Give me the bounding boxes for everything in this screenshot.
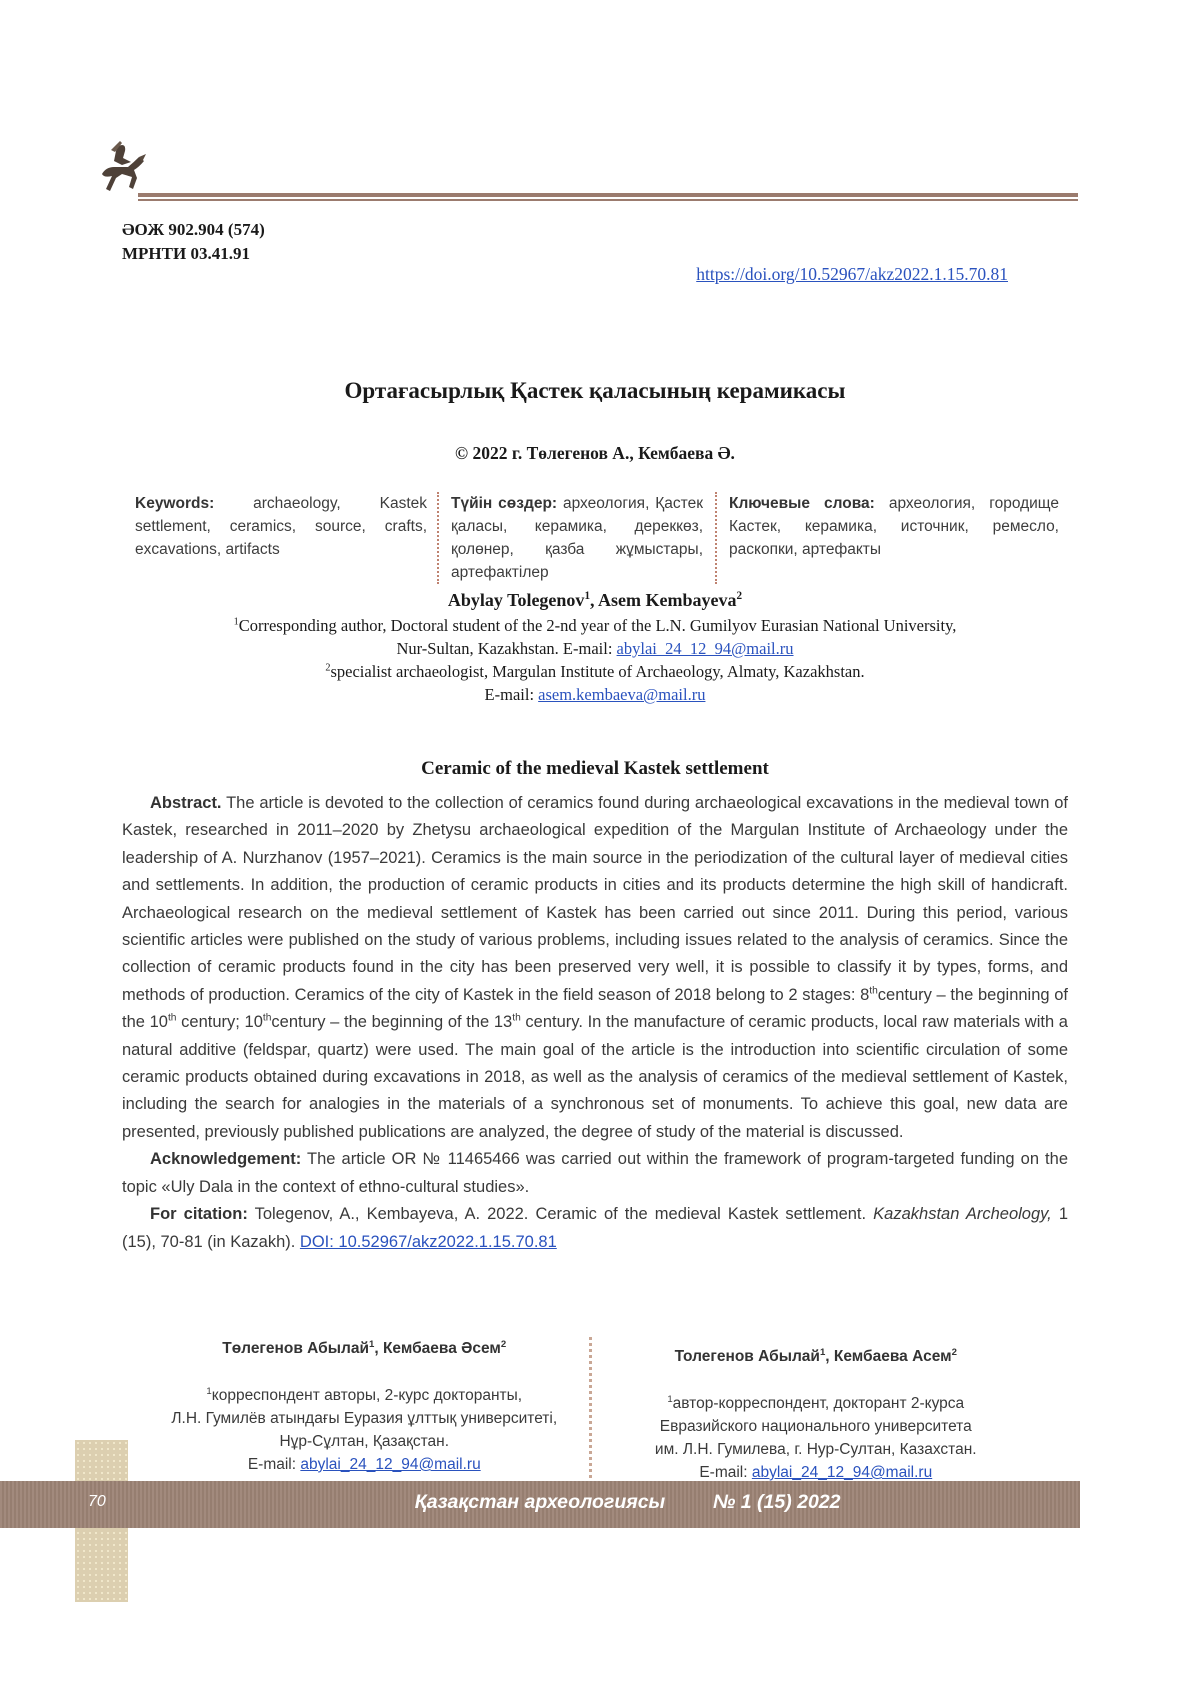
kk-author2-sup: 2 bbox=[500, 1338, 507, 1350]
kk-author2: , Кембаева Әсем bbox=[374, 1340, 501, 1357]
author2-sup: 2 bbox=[736, 590, 743, 602]
aff2-text: Nur-Sultan, Kazakhstan. E-mail: bbox=[396, 639, 617, 658]
journal-title: Қазақстан археологиясы bbox=[414, 1491, 666, 1513]
author1-sup: 1 bbox=[584, 590, 591, 602]
aff1-text: Corresponding author, Doctoral student of the 2-nd year of the L.N. Gumilyov Eurasian National University, bbox=[238, 616, 957, 635]
ru-author1-sup: 1 bbox=[819, 1346, 826, 1358]
ru-aff-line-2: Евразийского национального университета bbox=[659, 1418, 972, 1435]
abstract-section bbox=[122, 790, 1068, 1256]
aff3-text: specialist archaeologist, Margulan Institute of Archaeology, Almaty, Kazakhstan. bbox=[330, 662, 865, 681]
header-divider bbox=[138, 193, 1078, 201]
authors-block-en bbox=[122, 590, 1068, 706]
mrnti-code: МРНТИ 03.41.91 bbox=[122, 244, 250, 263]
ru-email-link[interactable]: abylai_24_12_94@mail.ru bbox=[751, 1464, 933, 1481]
ru-author1: Толегенов Абылай bbox=[674, 1348, 820, 1365]
keywords-block bbox=[135, 492, 1065, 584]
acknowledgement-label: Acknowledgement: bbox=[150, 1150, 302, 1169]
keywords-ru-label: Ключевые слова: bbox=[729, 495, 875, 512]
divider-line-bottom bbox=[138, 199, 1078, 201]
abstract-sup-1: th bbox=[869, 985, 878, 997]
keywords-kk-label: Түйін сөздер: bbox=[451, 495, 558, 512]
doi-row bbox=[122, 264, 1068, 285]
abstract-text-4: century – the beginning of the 13 bbox=[271, 1013, 513, 1032]
issue-label: № 1 (15) 2022 bbox=[713, 1491, 841, 1513]
ru-aff1-text: автор-корреспондент, докторант 2-курса bbox=[672, 1395, 965, 1412]
keywords-en bbox=[135, 492, 437, 584]
author1-name: Abylay Tolegenov bbox=[447, 590, 585, 610]
kk-email-label: E-mail: bbox=[247, 1456, 301, 1473]
keywords-ru-text: археология, городище Кастек, керамика, источник, ремесло, раскопки, артефакты bbox=[729, 495, 1059, 558]
aff1-sup: 1 bbox=[233, 616, 239, 628]
copyright-line: © 2022 г. Төлегенов А., Кембаева Ә. bbox=[455, 443, 735, 463]
ru-aff-line-1 bbox=[592, 1392, 1041, 1415]
aff3-sup: 2 bbox=[325, 662, 331, 674]
article-title-kk: Ортағасырлық Қастек қаласының керамикасы bbox=[344, 378, 846, 403]
keywords-ru bbox=[715, 492, 1059, 584]
abstract-paragraph bbox=[122, 790, 1068, 1146]
citation-text-2: 1 (15), 70-81 (in Kazakh). bbox=[122, 1205, 1069, 1251]
publisher-logo bbox=[92, 134, 150, 200]
authors-footnote-columns bbox=[140, 1337, 1040, 1484]
doi-link[interactable]: https://doi.org/10.52967/akz2022.1.15.70.81 bbox=[696, 264, 1008, 284]
author-names-ru bbox=[592, 1345, 1041, 1368]
abstract-sup-2: th bbox=[167, 1012, 177, 1024]
ru-aff1-sup: 1 bbox=[667, 1393, 673, 1405]
citation-label: For citation: bbox=[150, 1205, 248, 1224]
kk-author1: Төлегенов Абылай bbox=[222, 1340, 369, 1357]
abstract-label: Abstract. bbox=[150, 794, 222, 812]
kk-aff1-text: корреспондент авторы, 2-курс докторанты, bbox=[211, 1387, 523, 1404]
kk-author1-sup: 1 bbox=[368, 1338, 375, 1350]
keywords-kk-text: археология, Қастек қаласы, керамика, дереккөз, қолөнер, қазба жұмыстары, артефактілер bbox=[451, 495, 703, 581]
kk-aff-line-2: Л.Н. Гумилёв атындағы Еуразия ұлттық университеті, bbox=[171, 1410, 558, 1427]
abstract-sup-3: th bbox=[262, 1012, 272, 1024]
author-names-en bbox=[122, 590, 1068, 611]
authors-block-ru bbox=[589, 1337, 1041, 1484]
citation-paragraph bbox=[122, 1201, 1068, 1256]
keywords-kk bbox=[437, 492, 715, 584]
ru-aff-line-3: им. Л.Н. Гумилева, г. Нур-Султан, Казахстан. bbox=[654, 1441, 977, 1458]
aff4-text: E-mail: bbox=[484, 685, 539, 704]
author-names-kk bbox=[140, 1337, 589, 1360]
udc-code: ӘОЖ 902.904 (574) bbox=[122, 220, 265, 239]
acknowledgement-text: The article OR № 11465466 was carried out within the framework of program-targeted funding on the topic «Uly Dala in the context of ethno-cultural studies». bbox=[122, 1150, 1068, 1196]
affiliation-line-1 bbox=[122, 614, 1068, 637]
affiliation-line-3 bbox=[122, 660, 1068, 683]
citation-text-1: Tolegenov, A., Kembayeva, A. 2022. Ceramic of the medieval Kastek settlement. bbox=[247, 1205, 874, 1224]
citation-doi-link[interactable]: DOI: 10.52967/akz2022.1.15.70.81 bbox=[299, 1232, 557, 1251]
horseman-icon bbox=[92, 134, 150, 200]
affiliation-line-4 bbox=[122, 683, 1068, 706]
article-title-en: Ceramic of the medieval Kastek settlement bbox=[421, 758, 769, 779]
kk-aff-line-1 bbox=[140, 1384, 589, 1407]
abstract-text-5: century. In the manufacture of ceramic products, local raw materials with a natural additive (feldspar, quartz) were used. The main goal of the article is the introduction into scientific circulation of some ceramic products obtained during excavations in 2018, as well as the analysis of ceramics of the medieval settlement of Kastek, including the search for analogies in the materials of a synchronous set of monuments. To achieve this goal, new data are presented, previously published publications are analyzed, the degree of study of the material is discussed. bbox=[122, 1013, 1068, 1141]
keywords-en-text: archaeology, Kastek settlement, ceramics, source, crafts, excavations, artifacts bbox=[135, 495, 427, 558]
kk-aff-line-3: Нұр-Сұлтан, Қазақстан. bbox=[279, 1433, 450, 1450]
ru-author2: , Кембаева Асем bbox=[825, 1348, 952, 1365]
abstract-text-1: The article is devoted to the collection of ceramics found during archaeological excavations in the medieval town of Kastek, researched in 2011–2020 by Zhetysu archaeological expedition of the Margulan Institute of Archaeology under the leadership of A. Nurzhanov (1957–2021). Ceramics is the main source in the periodization of the cultural layer of medieval cities and settlements. In addition, the production of ceramic products in cities and its products determine the high skill of handicraft. Archaeological research on the medieval settlement of Kastek has been carried out since 2011. During this period, various scientific articles were published on the study of various problems, including issues related to the analysis of ceramics. Since the collection of ceramic products found in the city has been preserved very well, it is possible to classify it by types, forms, and methods of production. Ceramics of the city of Kastek in the field season of 2018 belong to 2 stages: 8 bbox=[122, 794, 1068, 1004]
abstract-sup-4: th bbox=[512, 1012, 521, 1024]
ru-email-label: E-mail: bbox=[699, 1464, 752, 1481]
affiliation-line-2 bbox=[122, 637, 1068, 660]
authors-block-kk bbox=[140, 1337, 589, 1484]
email-link-author1[interactable]: abylai_24_12_94@mail.ru bbox=[616, 639, 794, 658]
footer-bar bbox=[0, 1481, 1080, 1528]
kk-email-link[interactable]: abylai_24_12_94@mail.ru bbox=[300, 1456, 481, 1473]
abstract-text-3: century; 10 bbox=[176, 1013, 263, 1032]
citation-journal-italic: Kazakhstan Archeology, bbox=[873, 1205, 1052, 1224]
keywords-en-label: Keywords: bbox=[135, 495, 215, 512]
author2-name: , Asem Kembayeva bbox=[590, 590, 737, 610]
email-link-author2[interactable]: asem.kembaeva@mail.ru bbox=[538, 685, 706, 704]
kk-aff-line-4 bbox=[140, 1453, 589, 1476]
abstract-text-2: century – the beginning of the 10 bbox=[122, 985, 1068, 1032]
ru-author2-sup: 2 bbox=[951, 1346, 957, 1358]
page-number: 70 bbox=[88, 1493, 106, 1510]
kk-aff1-sup: 1 bbox=[206, 1385, 212, 1397]
acknowledgement-paragraph bbox=[122, 1146, 1068, 1201]
